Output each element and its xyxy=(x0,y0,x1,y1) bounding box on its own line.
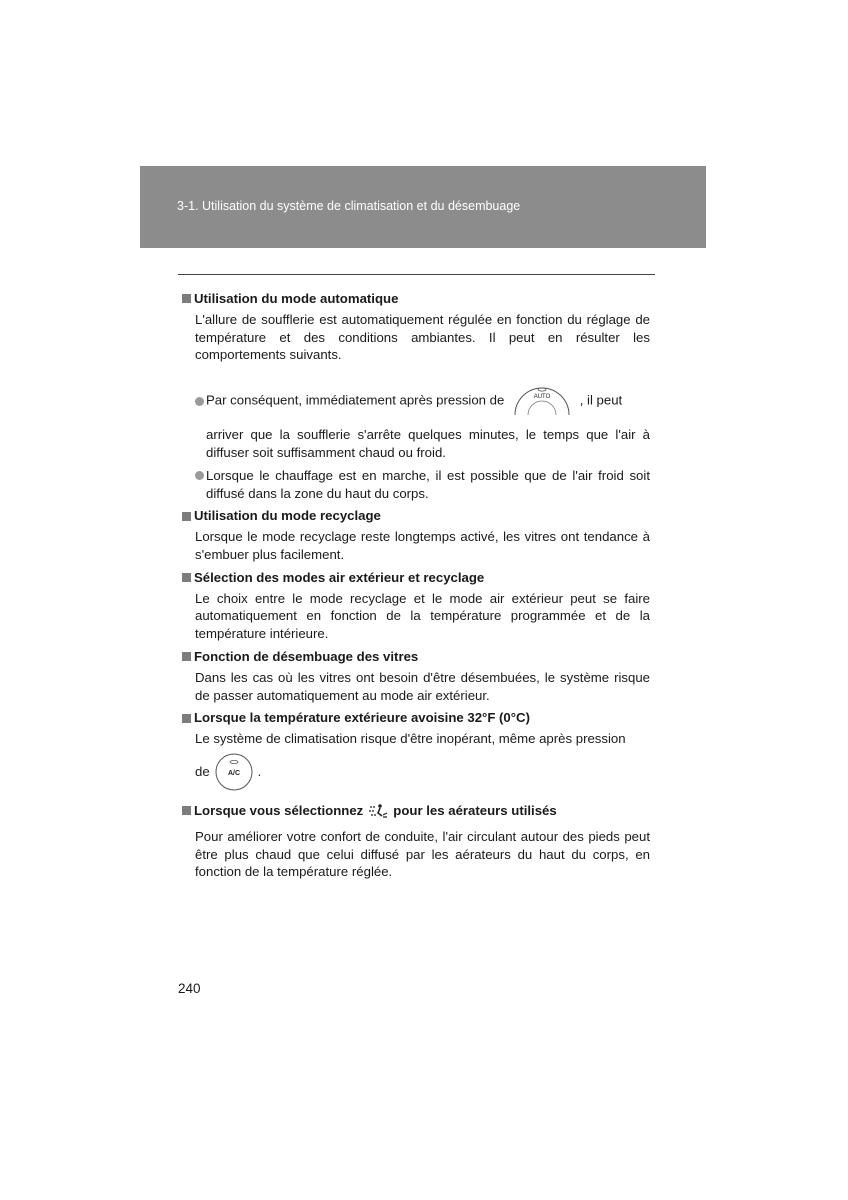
bullet-item: Par conséquent, immédiatement après pression de AUTO , il peut xyxy=(195,384,650,418)
svg-text:A/C: A/C xyxy=(227,769,240,777)
square-bullet-icon xyxy=(182,652,191,661)
bullet-item: Lorsque le chauffage est en marche, il est possible que de l'air froid soit diffusé dans la zone du haut du corps. xyxy=(195,467,650,503)
ac-button-icon xyxy=(214,752,254,792)
page-number: 240 xyxy=(178,981,201,996)
section-text: L'allure de soufflerie est automatiquement régulée en fonction du réglage de température et des conditions ambiantes. Il peut en résulter les comportements suivants. xyxy=(195,311,650,363)
svg-text:AUTO: AUTO xyxy=(533,394,551,401)
section-text: Dans les cas où les vitres ont besoin d'être désembuées, le système risque de passer automatiquement au mode air extérieur. xyxy=(195,669,650,703)
page-content xyxy=(182,290,650,881)
section-header-band xyxy=(140,166,706,248)
section-heading: Fonction de désembuage des vitres xyxy=(182,648,650,666)
section-title: 3-1. Utilisation du système de climatisation et du désembuage xyxy=(177,199,521,213)
round-bullet-icon xyxy=(195,471,204,480)
square-bullet-icon xyxy=(182,294,191,303)
round-bullet-icon xyxy=(195,397,204,406)
header-rule xyxy=(178,274,655,275)
vent-feet-icon xyxy=(367,803,389,819)
square-bullet-icon xyxy=(182,573,191,582)
section-text-line: de A/C . xyxy=(195,752,650,792)
section-text: Le système de climatisation risque d'être inopérant, même après pression xyxy=(195,731,626,747)
square-bullet-icon xyxy=(182,512,191,521)
section-text: Pour améliorer votre confort de conduite, l'air circulant autour des pieds peut être plus chaud que celui diffusé par les aérateurs du haut du corps, en fonction de la température réglée. xyxy=(195,828,650,880)
section-text: Lorsque le mode recyclage reste longtemps activé, les vitres ont tendance à s'embuer plus facilement. xyxy=(195,529,650,562)
section-text: Le choix entre le mode recyclage et le mode air extérieur peut se faire automatiquement en fonction de la température programmée et de la température intérieure. xyxy=(195,590,650,642)
square-bullet-icon xyxy=(182,714,191,723)
section-heading: Utilisation du mode automatique xyxy=(182,290,650,308)
section-heading: Sélection des modes air extérieur et recyclage xyxy=(182,569,650,587)
section-heading: Utilisation du mode recyclage xyxy=(182,507,650,525)
auto-button-icon xyxy=(512,382,572,416)
bullet-continuation: arriver que la soufflerie s'arrête quelques minutes, le temps que l'air à diffuser soit suffisamment chaud ou froid. xyxy=(206,427,650,460)
section-heading: Lorsque vous sélectionnez pour les aérateurs utilisés xyxy=(182,802,650,820)
section-heading: Lorsque la température extérieure avoisine 32°F (0°C) xyxy=(182,709,650,727)
square-bullet-icon xyxy=(182,806,191,815)
